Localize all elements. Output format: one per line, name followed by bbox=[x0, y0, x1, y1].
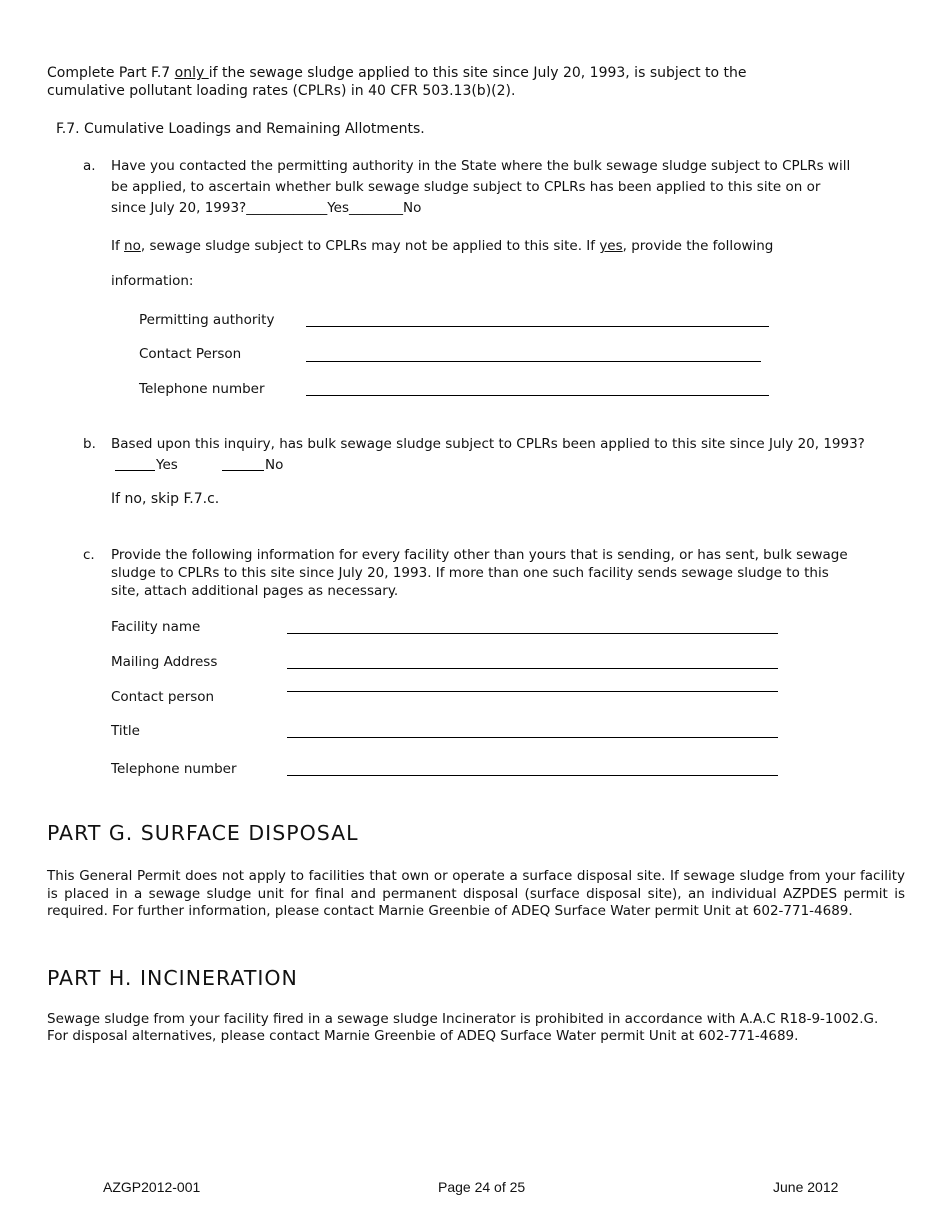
item-b-marker: b. bbox=[83, 436, 96, 452]
part-g-paragraph: This General Permit does not apply to facilities that own or operate a surface disposal site. If sewage sludge from your facility is placed in a sewage sludge unit for final and permanent disposal (surface disposal site), an individual AZPDES permit is required. For further information, please contact Marnie Greenbie of ADEQ Surface Water permit Unit at 602-771-4689. bbox=[47, 868, 905, 919]
intro-line-1 bbox=[47, 64, 747, 82]
footer-page-number: Page 24 of 25 bbox=[438, 1179, 526, 1195]
item-b-question: Based upon this inquiry, has bulk sewage sludge subject to CPLRs been applied to this site since July 20, 1993? bbox=[111, 436, 865, 452]
contact-person-c-input-line[interactable] bbox=[287, 691, 778, 692]
item-c-line-1: Provide the following information for every facility other than yours that is sending, or has sent, bulk sewage bbox=[111, 547, 848, 563]
item-a-line-1: Have you contacted the permitting authority in the State where the bulk sewage sludge subject to CPLRs will bbox=[111, 158, 851, 174]
field-label-permitting-authority: Permitting authority bbox=[139, 312, 275, 328]
field-label-title: Title bbox=[111, 723, 140, 739]
field-label-telephone-c: Telephone number bbox=[111, 761, 237, 777]
item-a-marker: a. bbox=[83, 158, 96, 174]
telephone-input-line[interactable] bbox=[306, 395, 769, 396]
item-b-yes-label: Yes bbox=[156, 457, 178, 473]
field-label-facility-name: Facility name bbox=[111, 619, 201, 635]
item-c-line-2: sludge to CPLRs to this site since July 20, 1993. If more than one such facility sends sewage sludge to this bbox=[111, 565, 829, 581]
permitting-authority-input-line[interactable] bbox=[306, 326, 769, 327]
field-label-contact-person-c: Contact person bbox=[111, 689, 215, 705]
facility-name-input-line[interactable] bbox=[287, 633, 778, 634]
item-c-marker: c. bbox=[83, 547, 95, 563]
item-b-no-label: No bbox=[265, 457, 284, 473]
title-input-line[interactable] bbox=[287, 737, 778, 738]
contact-person-input-line[interactable] bbox=[306, 361, 761, 362]
footer-doc-id: AZGP2012-001 bbox=[103, 1179, 201, 1195]
item-a-followup: If no, sewage sludge subject to CPLRs may not be applied to this site. If yes, provide the following bbox=[111, 238, 774, 254]
yes-emphasis: yes bbox=[599, 238, 623, 254]
part-h-line-2: For disposal alternatives, please contact Marnie Greenbie of ADEQ Surface Water permit Unit at 602-771-4689. bbox=[47, 1028, 799, 1044]
part-h-heading: PART H. INCINERATION bbox=[47, 966, 298, 990]
field-label-telephone: Telephone number bbox=[139, 381, 265, 397]
mailing-address-input-line[interactable] bbox=[287, 668, 778, 669]
item-b-skip-note: If no, skip F.7.c. bbox=[111, 491, 220, 507]
intro-text-end: if the sewage sludge applied to this site since July 20, 1993, is subject to the bbox=[208, 65, 747, 81]
part-g-heading: PART G. SURFACE DISPOSAL bbox=[47, 821, 359, 845]
field-label-contact-person: Contact Person bbox=[139, 346, 242, 362]
item-b-yes-blank[interactable] bbox=[115, 470, 155, 471]
footer-date: June 2012 bbox=[773, 1179, 839, 1195]
intro-emphasis: only bbox=[174, 65, 209, 81]
telephone-c-input-line[interactable] bbox=[287, 775, 778, 776]
item-b-no-blank[interactable] bbox=[222, 470, 264, 471]
part-h-line-1: Sewage sludge from your facility fired in a sewage sludge Incinerator is prohibited in accordance with A.A.C R18-9-1002.G. bbox=[47, 1011, 879, 1027]
item-a-line-3: since July 20, 1993?____________Yes________No bbox=[111, 200, 422, 216]
intro-line-2: cumulative pollutant loading rates (CPLRs) in 40 CFR 503.13(b)(2). bbox=[47, 83, 516, 99]
intro-text: Complete Part F.7 bbox=[47, 65, 175, 81]
item-c-line-3: site, attach additional pages as necessary. bbox=[111, 583, 399, 599]
section-f7-title: F.7. Cumulative Loadings and Remaining Allotments. bbox=[56, 121, 425, 137]
item-a-line-2: be applied, to ascertain whether bulk sewage sludge subject to CPLRs has been applied to this site on or bbox=[111, 179, 821, 195]
item-a-followup-line-2: information: bbox=[111, 273, 194, 289]
no-emphasis: no bbox=[124, 238, 141, 254]
field-label-mailing-address: Mailing Address bbox=[111, 654, 218, 670]
